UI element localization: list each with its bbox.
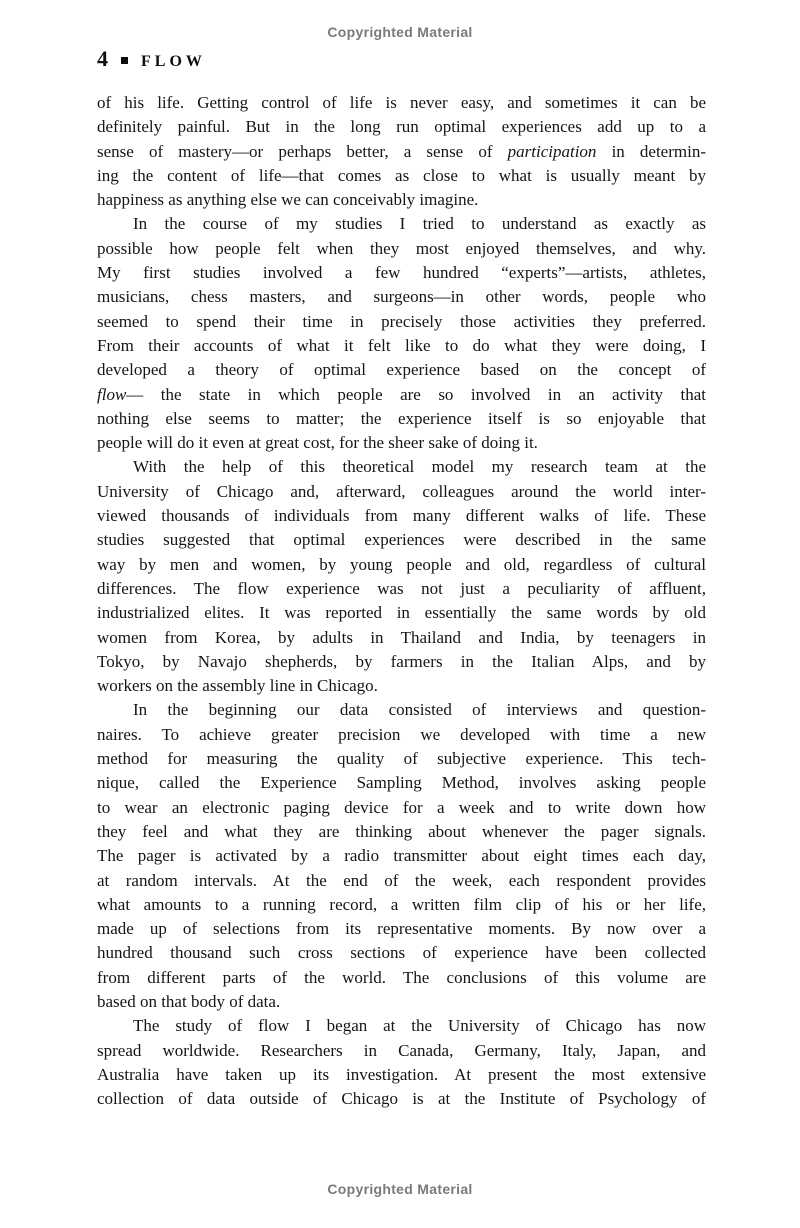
text-segment: based on that body of data. [97, 991, 281, 1011]
text-line [97, 407, 706, 431]
text-line [97, 383, 706, 407]
copyright-watermark-bottom: Copyrighted Material [327, 1181, 473, 1197]
body-text [97, 91, 706, 1111]
text-segment: from different parts of the world. The conclusions of this volume are [97, 967, 706, 987]
text-segment: workers on the assembly line in Chicago. [97, 676, 378, 696]
text-line [97, 796, 706, 820]
text-line [97, 480, 706, 504]
text-line [97, 164, 706, 188]
text-segment: Australia have taken up its investigation. At present the most extensive [97, 1064, 706, 1084]
text-segment: In the beginning our data consisted of interviews and question- [133, 700, 706, 720]
text-line [97, 1014, 706, 1038]
text-segment: naires. To achieve greater precision we developed with time a new [97, 724, 706, 744]
text-line [97, 1063, 706, 1087]
text-segment: to wear an electronic paging device for a week and to write down how [97, 797, 706, 817]
text-line [97, 285, 706, 309]
paragraph [97, 698, 706, 1014]
text-segment: people will do it even at great cost, for the sheer sake of doing it. [97, 433, 538, 453]
text-line [97, 966, 706, 990]
text-segment: what amounts to a running record, a written film clip of his or her life, [97, 894, 706, 914]
paragraph [97, 212, 706, 455]
text-line [97, 990, 706, 1014]
text-line [97, 212, 706, 236]
text-segment: studies suggested that optimal experiences were described in the same [97, 530, 706, 550]
page-header [97, 46, 206, 72]
text-segment: nothing else seems to matter; the experience itself is so enjoyable that [97, 408, 706, 428]
text-segment: With the help of this theoretical model my research team at the [133, 457, 706, 477]
text-segment: differences. The flow experience was not just a peculiarity of affluent, [97, 578, 706, 598]
text-segment: nique, called the Experience Sampling Method, involves asking people [97, 773, 706, 793]
text-line [97, 674, 706, 698]
text-segment: spread worldwide. Researchers in Canada, Germany, Italy, Japan, and [97, 1040, 706, 1060]
text-line [97, 358, 706, 382]
italic-text: flow [97, 384, 127, 404]
text-line [97, 188, 706, 212]
text-segment: of his life. Getting control of life is never easy, and sometimes it can be [97, 93, 706, 112]
text-line [97, 844, 706, 868]
text-segment: seemed to spend their time in precisely those activities they preferred. [97, 311, 706, 331]
text-line [97, 115, 706, 139]
text-line [97, 650, 706, 674]
text-line [97, 698, 706, 722]
text-segment: hundred thousand such cross sections of experience have been collected [97, 943, 706, 963]
text-line [97, 747, 706, 771]
text-segment: industrialized elites. It was reported in essentially the same words by old [97, 603, 706, 623]
page-number: 4 [97, 46, 108, 71]
text-line [97, 771, 706, 795]
text-segment: definitely painful. But in the long run optimal experiences add up to a [97, 117, 706, 137]
text-line [97, 91, 706, 115]
text-segment: musicians, chess masters, and surgeons—in other words, people who [97, 287, 706, 307]
text-segment: they feel and what they are thinking about whenever the pager signals. [97, 821, 706, 841]
text-line [97, 237, 706, 261]
text-segment: made up of selections from its representative moments. By now over a [97, 919, 706, 939]
paragraph [97, 1014, 706, 1111]
text-line [97, 1039, 706, 1063]
text-segment: developed a theory of optimal experience based on the concept of [97, 360, 706, 380]
text-segment: at random intervals. At the end of the week, each respondent provides [97, 870, 706, 890]
text-line [97, 917, 706, 941]
text-line [97, 893, 706, 917]
paragraph [97, 455, 706, 698]
text-line [97, 455, 706, 479]
text-segment: University of Chicago and, afterward, colleagues around the world inter- [97, 481, 706, 501]
text-line [97, 869, 706, 893]
text-line [97, 504, 706, 528]
copyright-watermark-top: Copyrighted Material [327, 24, 473, 40]
text-segment: way by men and women, by young people and old, regardless of cultural [97, 554, 706, 574]
text-segment: sense of mastery—or perhaps better, a sense of [97, 141, 508, 161]
text-segment: The pager is activated by a radio transmitter about eight times each day, [97, 846, 706, 866]
square-bullet-icon [121, 57, 128, 64]
text-segment: collection of data outside of Chicago is at the Institute of Psychology of [97, 1089, 706, 1109]
text-line [97, 626, 706, 650]
text-line [97, 723, 706, 747]
text-segment: My first studies involved a few hundred “experts”—artists, athletes, [97, 263, 706, 283]
text-segment: — the state in which people are so involved in an activity that [126, 384, 706, 404]
text-segment: ing the content of life—that comes as close to what is usually meant by [97, 165, 706, 185]
text-segment: happiness as anything else we can conceivably imagine. [97, 190, 479, 210]
text-line [97, 1087, 706, 1111]
paragraph [97, 91, 706, 212]
text-segment: Tokyo, by Navajo shepherds, by farmers in the Italian Alps, and by [97, 651, 706, 671]
italic-text: participation [507, 141, 597, 161]
text-segment: In the course of my studies I tried to understand as exactly as [133, 214, 706, 234]
text-line [97, 334, 706, 358]
text-segment: From their accounts of what it felt like to do what they were doing, I [97, 335, 706, 355]
text-segment: viewed thousands of individuals from many different walks of life. These [97, 506, 706, 526]
text-segment: possible how people felt when they most enjoyed themselves, and why. [97, 238, 706, 258]
text-line [97, 577, 706, 601]
text-line [97, 140, 706, 164]
text-line [97, 941, 706, 965]
text-segment: in determin- [596, 141, 706, 161]
text-segment: method for measuring the quality of subjective experience. This tech- [97, 749, 706, 769]
running-title: FLOW [141, 53, 206, 70]
text-segment: women from Korea, by adults in Thailand and India, by teenagers in [97, 627, 706, 647]
text-line [97, 431, 706, 455]
text-segment: The study of flow I began at the University of Chicago has now [133, 1016, 706, 1036]
text-line [97, 820, 706, 844]
text-line [97, 528, 706, 552]
text-line [97, 601, 706, 625]
text-line [97, 261, 706, 285]
text-line [97, 310, 706, 334]
text-line [97, 553, 706, 577]
